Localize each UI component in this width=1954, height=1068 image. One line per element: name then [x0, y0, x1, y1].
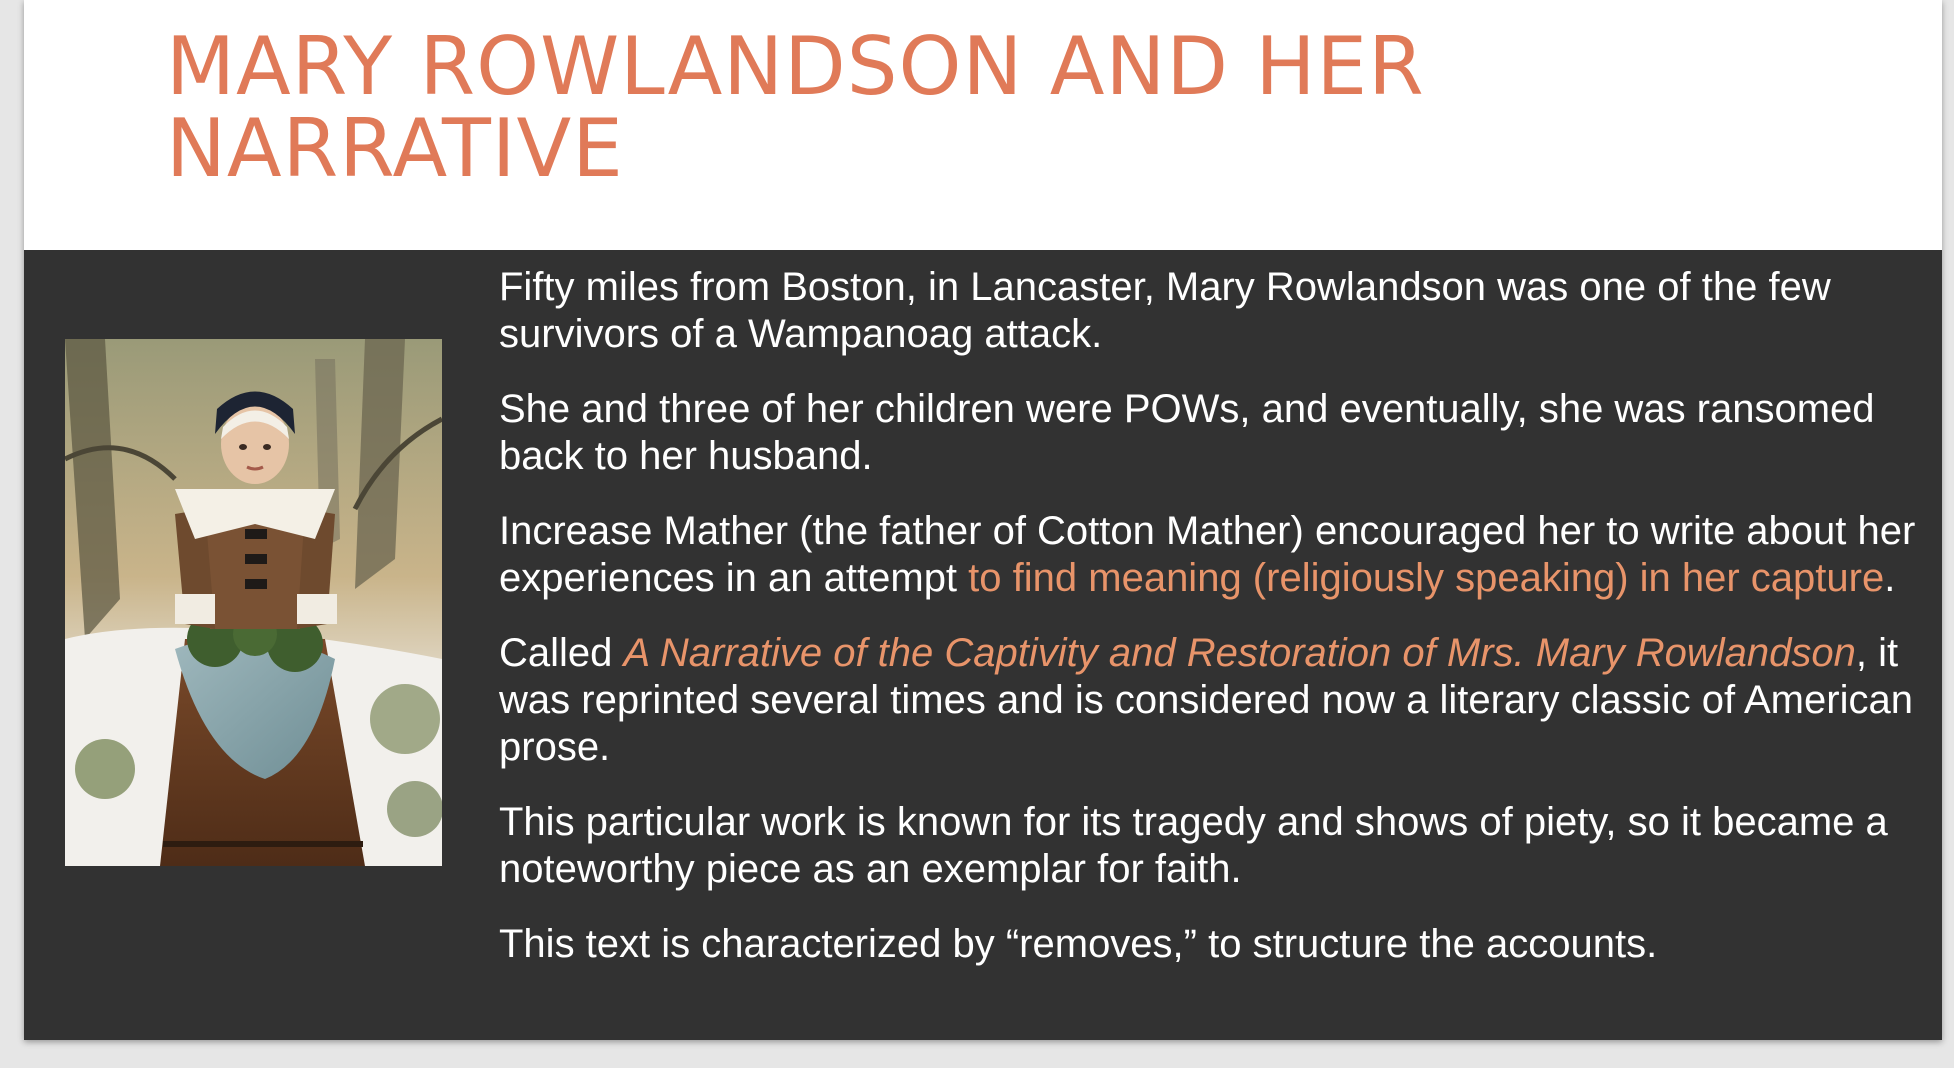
body-text — [499, 264, 1919, 996]
paragraph-6: This text is characterized by “removes,” to structure the accounts. — [499, 922, 1658, 966]
highlight-text: to find meaning (religiously speaking) in her capture — [968, 556, 1885, 600]
paragraph-1: Fifty miles from Boston, in Lancaster, Mary Rowlandson was one of the few survivors of a Wampanoag attack. — [499, 265, 1831, 356]
slide — [24, 0, 1942, 1040]
book-title: A Narrative of the Captivity and Restoration of Mrs. Mary Rowlandson — [623, 631, 1856, 675]
portrait-image — [65, 339, 442, 866]
content-area — [24, 250, 1942, 1040]
paragraph-4-text: Called — [499, 631, 624, 675]
paragraph-4 — [499, 630, 1919, 771]
paragraph-2: She and three of her children were POWs, and eventually, she was ransomed back to her husband. — [499, 387, 1875, 478]
title-area — [24, 0, 1942, 250]
slide-title: MARY ROWLANDSON AND HER NARRATIVE — [166, 20, 1425, 195]
paragraph-3 — [499, 508, 1919, 602]
paragraph-5: This particular work is known for its tragedy and shows of piety, so it became a noteworthy piece as an exemplar for faith. — [499, 800, 1888, 891]
paragraph-4-end: , it was reprinted several times and is considered now a literary classic of American prose. — [499, 631, 1913, 769]
paragraph-3-end: . — [1884, 556, 1896, 600]
paragraph-3-text: Increase Mather (the father of Cotton Mather) encouraged her to write about her experiences in an attempt — [499, 509, 1916, 600]
